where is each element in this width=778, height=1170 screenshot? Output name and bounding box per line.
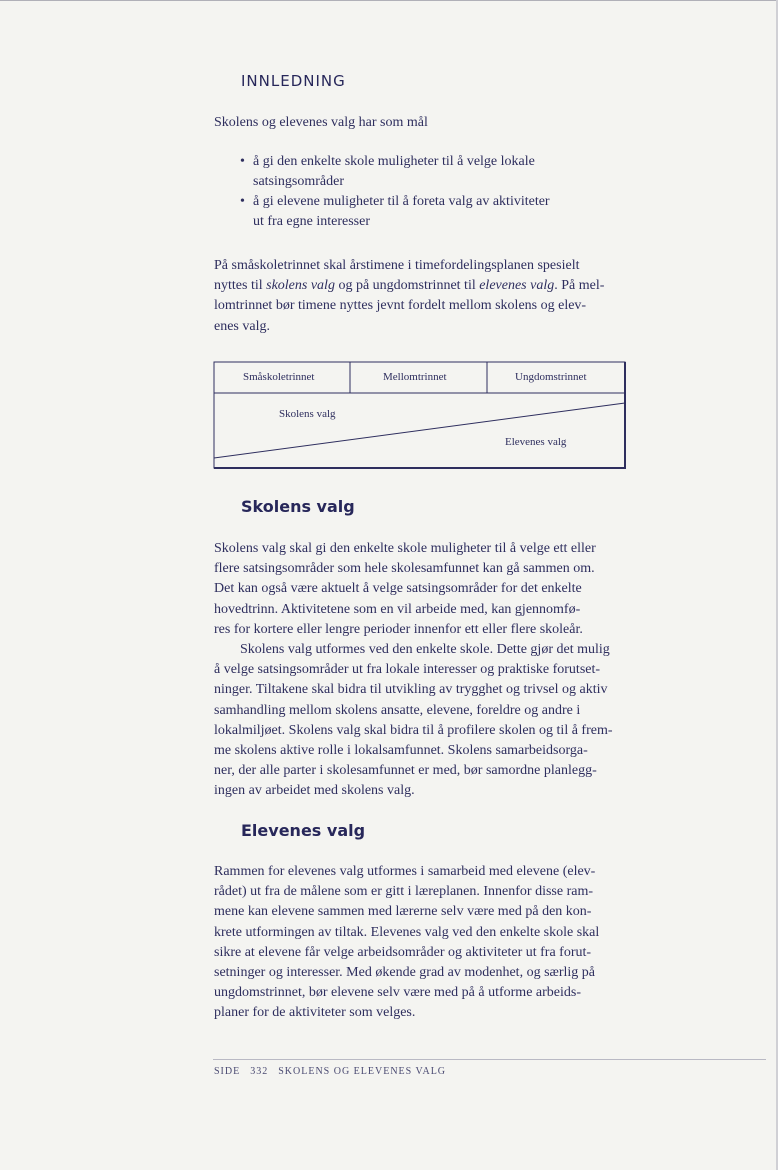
goal-line: å gi den enkelte skole muligheter til å velge lokale: [253, 154, 535, 169]
goal-line: ut fra egne interesser: [253, 214, 370, 229]
header-smaskoletrinnet: Småskoletrinnet: [243, 371, 315, 383]
text-line: lomtrinnet bør timene nyttes jevnt fordelt mellom skolens og elev-: [214, 298, 587, 314]
page-footer: [214, 1066, 456, 1077]
text-line: Rammen for elevenes valg utformes i samarbeid med elevene (elev-: [214, 864, 596, 879]
time-allocation-diagram: [213, 361, 627, 471]
intro-paragraph: [214, 256, 622, 337]
text-line: å velge satsingsområder ut fra lokale interesser og praktiske forutset-: [214, 662, 601, 678]
text-line: nyttes til: [214, 278, 267, 294]
goal-line: satsingsområder: [253, 174, 344, 189]
lead-sentence: Skolens og elevenes valg har som mål: [214, 115, 428, 130]
text-line: og på ungdomstrinnet til: [334, 278, 480, 294]
text-line: krete utformingen av tiltak. Elevenes valg ved den enkelte skole skal: [214, 924, 600, 940]
header-ungdomstrinnet: Ungdomstrinnet: [515, 371, 587, 383]
text-line: På småskoletrinnet skal årstimene i timefordelingsplanen spesielt: [214, 258, 580, 273]
section-heading-skolens-valg: Skolens valg: [241, 497, 355, 516]
list-item: [240, 192, 600, 232]
text-line: Det kan også være aktuelt å velge satsingsområder for det enkelte: [214, 581, 582, 597]
text-line: hovedtrinn. Aktivitetene som en vil arbeide med, kan gjennomfø-: [214, 601, 581, 617]
label-skolens-valg: Skolens valg: [279, 408, 336, 420]
emphasis-elevenes-valg: elevenes valg: [479, 278, 555, 294]
text-line: planer for de aktiviteter som velges.: [214, 1005, 416, 1021]
text-line: Skolens valg utformes ved den enkelte skole. Dette gjør det mulig: [240, 642, 610, 658]
footer-rule: [213, 1059, 766, 1060]
section-heading-innledning: INNLEDNING: [241, 72, 346, 90]
text-line: me skolens aktive rolle i lokalsamfunnet. Skolens samarbeidsorga-: [214, 743, 588, 759]
text-line: sikre at elevene får velge arbeidsområder og aktiviteter ut fra forut-: [214, 944, 592, 960]
footer-side-label: SIDE: [214, 1066, 241, 1077]
text-line: Skolens valg skal gi den enkelte skole muligheter til å velge ett eller: [214, 541, 596, 556]
text-line: ner, der alle parter i skolesamfunnet er med, bør samordne planlegg-: [214, 763, 597, 779]
emphasis-skolens-valg: skolens valg: [266, 278, 335, 294]
text-line: ninger. Tiltakene skal bidra til utvikling av trygghet og trivsel og aktiv: [214, 682, 608, 698]
text-line: ingen av arbeidet med skolens valg.: [214, 783, 415, 799]
footer-running-title: SKOLENS OG ELEVENES VALG: [278, 1066, 447, 1077]
text-line: mene kan elevene sammen med lærerne selv være med på den kon-: [214, 904, 592, 920]
footer-page-number: 332: [250, 1066, 269, 1077]
header-mellomtrinnet: Mellomtrinnet: [383, 371, 447, 383]
text-line: . På mel-: [554, 278, 605, 294]
list-item: [240, 152, 600, 192]
text-line: rådet) ut fra de målene som er gitt i læreplanen. Innenfor disse ram-: [214, 884, 594, 900]
text-line: enes valg.: [214, 318, 270, 334]
text-line: res for kortere eller lengre perioder innenfor ett eller flere skoleår.: [214, 621, 583, 637]
text-line: flere satsingsområder som hele skolesamfunnet kan gå sammen om.: [214, 561, 595, 577]
goals-list: [240, 152, 600, 232]
skolens-paragraph-1: [214, 539, 622, 802]
page-edge-top: [0, 0, 778, 1]
text-line: setninger og interesser. Med økende grad av modenhet, og særlig på: [214, 965, 596, 981]
section-heading-elevenes-valg: Elevenes valg: [241, 821, 366, 840]
text-line: ungdomstrinnet, bør elevene selv være med på å utforme arbeids-: [214, 985, 581, 1001]
text-line: lokalmiljøet. Skolens valg skal bidra til å profilere skolen og til å frem-: [214, 722, 613, 738]
label-elevenes-valg: Elevenes valg: [505, 436, 567, 448]
elevenes-paragraph: [214, 862, 622, 1024]
goal-line: å gi elevene muligheter til å foreta valg av aktiviteter: [253, 194, 550, 209]
diagonal-split-line: [214, 403, 625, 458]
text-line: samhandling mellom skolens ansatte, elevene, foreldre og andre i: [214, 702, 581, 718]
